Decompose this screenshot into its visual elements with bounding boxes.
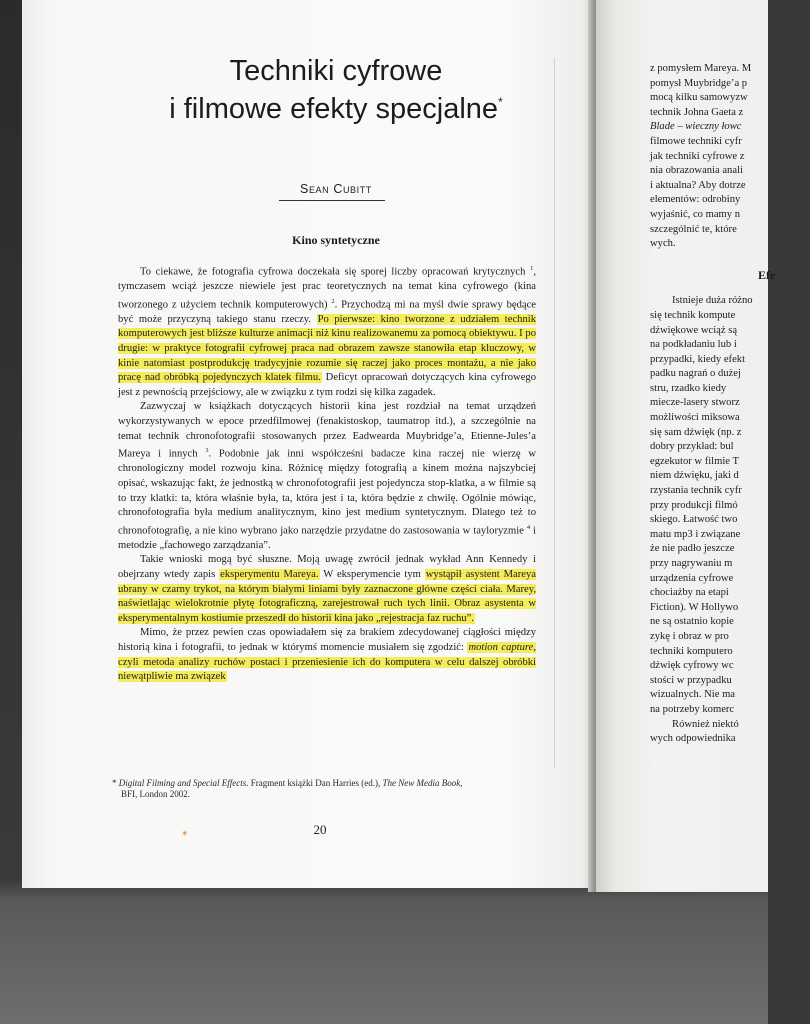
right-page-line: przypadki, kiedy efekt (650, 353, 746, 365)
right-page-line: szczególnić te, które (650, 223, 737, 235)
right-page-line: że nie padło jeszcze (650, 543, 735, 555)
right-page-line: jak techniki cyfrowe z (650, 150, 745, 162)
title-footnote-marker: * (498, 95, 503, 109)
right-page-line: nia obrazowania anali (650, 165, 743, 177)
highlighted-passage: wystąpił asystent Mareya ubrany w czarny trykot, na którym białymi liniami były zaznaczone główne części ciała. Marey, naświetlając wielokrotnie płytę fotograficzną, zarejestrował ruch tych linii. Obraz asystenta w eksperymentalnym kostiumie przeszedł do historii kina jako „rejestracja faz ruchu”. (118, 569, 536, 624)
right-page-line: elementów: odrobiny (650, 194, 741, 206)
right-page-line: Blade – wieczny łowc (650, 121, 742, 133)
right-page-line: dźwięk cyfrowy wc (650, 660, 734, 672)
right-page-line: i aktualna? Aby dotrze (650, 179, 746, 191)
right-page-line: ne są ostatnio kopie (650, 616, 734, 628)
right-page-line: się technik kompute (650, 309, 736, 321)
highlighted-passage: motion capture, czyli metoda analizy ruchów postaci i przeniesienie ich do komputera w celu dalszej obróbki niewątpliwie ma związek (118, 641, 537, 683)
ink-mark-icon: ⁎ (182, 825, 188, 838)
paragraph-4: Mimo, że przez pewien czas opowiadałem się za brakiem zdecydowanej ciągłości między historią kina i fotografii, to jednak w którymś momencie musiałem się zgodzić: motion capture, czyli metoda analizy ruchów postaci i przeniesienie ich do komputera w celu dalszej obróbki niewątpliwie ma związek (118, 627, 537, 683)
right-page-line: możliwości miksowa (650, 412, 740, 424)
right-page-line: matu mp3 i związane (650, 528, 741, 540)
right-page-line: filmowe techniki cyfr (650, 135, 742, 147)
title-line-2: i filmowe efekty specjalne* (169, 93, 503, 125)
right-page-line: skiego. Łatwość two (650, 514, 738, 526)
right-page-line: technik Johna Gaeta z (650, 106, 744, 118)
right-page-line: Istnieje duża różno (672, 295, 753, 307)
chapter-title (118, 56, 554, 125)
right-book-page (596, 0, 776, 892)
right-page-line: techniki komputero (650, 645, 733, 657)
article-body (118, 262, 536, 685)
right-page-line: pomysł Muybridge’a p (650, 77, 748, 89)
right-page-line: egzekutor w filmie T (650, 455, 739, 467)
right-page-line: się sam dźwięk (np. z (650, 426, 742, 438)
right-page-line: chociażby na etapi (650, 587, 729, 599)
author-name: Sean Cubitt (300, 182, 372, 196)
right-page-line: przy nagrywaniu m (650, 558, 733, 569)
highlighted-passage: Po pierwsze: kino tworzone z udziałem technik komputerowych jest bliższe kulturze animacji niż kinu realizowanemu za pomocą obiektywu. I po drugie: w praktyce fotografii cyfrowej praca nad obrazem zawsze stanowiła etap kluczowy, w kinie natomiast postprodukcję tradycyjnie rozumie się raczej jako proces montażu, a nie jako pracę nad obróbką pojedynczych klatek filmu. (118, 313, 536, 384)
paragraph-3: Takie wnioski mogą być słuszne. Moją uwagę zwrócił jednak wykład Ann Kennedy i obejrzany wtedy zapis eksperymentu Mareya. W eksperymencie tym wystąpił asystent Mareya ubrany w czarny trykot, na którym białymi liniami były zaznaczone główne części ciała. Marey, naświetlając wielokrotnie płytę fotograficzną, zarejestrował ruch tych linii. Obraz asystenta w eksperymentalnym kostiumie przeszedł do historii kina jako „rejestracja faz ruchu”. (118, 554, 536, 624)
right-page-line: padku nagrań o dużej (650, 368, 741, 380)
right-page-line: mocą kilku samowyzw (650, 92, 748, 104)
right-page-heading: Efe (758, 267, 776, 282)
right-page-line: wizualnych. Nie ma (650, 689, 736, 701)
right-page-line: niem dźwięku, jaki d (650, 470, 739, 482)
footnote-ref: 1 (530, 265, 534, 272)
right-page-line: stości w przypadku (650, 674, 732, 686)
title-line-1: Techniki cyfrowe (229, 55, 443, 87)
section-heading: Kino syntetyczne (292, 233, 380, 247)
right-page-line: wyjaśnić, co mamy n (650, 208, 741, 220)
footnote-ref: 2 (331, 297, 335, 305)
right-page-line: z pomysłem Mareya. M (650, 63, 752, 74)
paragraph-1: To ciekawe, że fotografia cyfrowa doczekała się sporej liczby opracowań krytycznych $^1$, tymczasem wciąż jeszcze niewiele jest prac teoretycznych na temat kina cyfrowego (kina tworzonego z użyciem technik komputerowych) $^2$. Przychodzą mi na myśl dwie sprawy będące być może przyczyną takiego stanu rzeczy. Po pierwsze: kino tworzone z udziałem technik komputerowych jest bliższe kulturze animacji niż kinu realizowanemu za pomocą obiektywu. I po drugie: w praktyce fotografii cyfrowej praca nad obrazem zawsze stanowiła etap kluczowy, w kinie natomiast postprodukcję tradycyjnie rozumie się raczej jako proces montażu, a nie jako pracę nad obróbką pojedynczych klatek filmu. Deficyt opracowań dotyczących kina cyfrowego jest z pewnością przejściowy, ale w związku z tym rodzi się kilka zagadek. (118, 265, 537, 398)
right-page-line: wych odpowiednika (650, 733, 736, 745)
right-page-line: miecze-lasery stworz (650, 397, 740, 409)
author-underline (279, 200, 385, 201)
right-page-line: przy produkcji filmó (650, 499, 738, 511)
right-page-line: dźwiękowe wciąż są (650, 324, 738, 336)
right-page-line: Również niektó (672, 718, 739, 730)
footnote-ref: 4 (526, 523, 531, 531)
right-page-text (650, 62, 810, 747)
right-page-line: dobry przykład: bul (650, 441, 734, 453)
right-page-line: wych. (650, 238, 676, 250)
page-number: 20 (313, 822, 327, 837)
right-page-line: na podkładaniu lub i (650, 339, 737, 351)
footnote-ref: 3 (205, 447, 209, 455)
right-page-line: rzystania technik cyfr (650, 485, 742, 497)
right-page-line: zykę i obraz w pro (650, 630, 729, 642)
margin-rule (554, 58, 555, 768)
highlighted-passage: eksperymentu Mareya. (220, 569, 319, 580)
paragraph-2: Zazwyczaj w książkach dotyczących historii kina jest rozdział na temat urządzeń wykorzystywanych w epoce przedfilmowej (fenakistoskop, taumatrop itd.), a szczególnie na temat technik chronofotografii stosowanych przez Eadwearda Muybridge’a, Etienne-Jules’a Mareya i innych $^3$. Podobnie jak inni współcześni badacze kina raczej nie wierzę w chronologiczny model rozwoju kina. Różnicę między fotografią a kinem można najszybciej opisać, wskazując fakt, że jednostką w chronofotografii jest pojedyncza stop-klatka, a w filmie są to trzy klatki: ta, która właśnie była, ta, która jest i ta, która będzie z chwilę. Ogólnie mówiąc, chronofotografia była medium analitycznym, kino jest medium syntetycznym. Dlatego też to chronofotografię, a nie kino wybrano jako narzędzie przydatne do zastosowania w tayloryzmie $^4$ i metodzie „fachowego zarządzania”. (118, 401, 537, 551)
footnote: * Digital Filming and Special Effects. Fragment książki Dan Harries (ed.), The New Media Book, BFI, London 2002. (112, 778, 463, 799)
right-page-line: urządzenia cyfrowe (650, 572, 734, 584)
right-page-line: stru, rzadko kiedy (650, 382, 727, 394)
right-page-line: na potrzeby komerc (650, 703, 735, 715)
right-page-line: Fiction). W Hollywo (650, 601, 739, 613)
